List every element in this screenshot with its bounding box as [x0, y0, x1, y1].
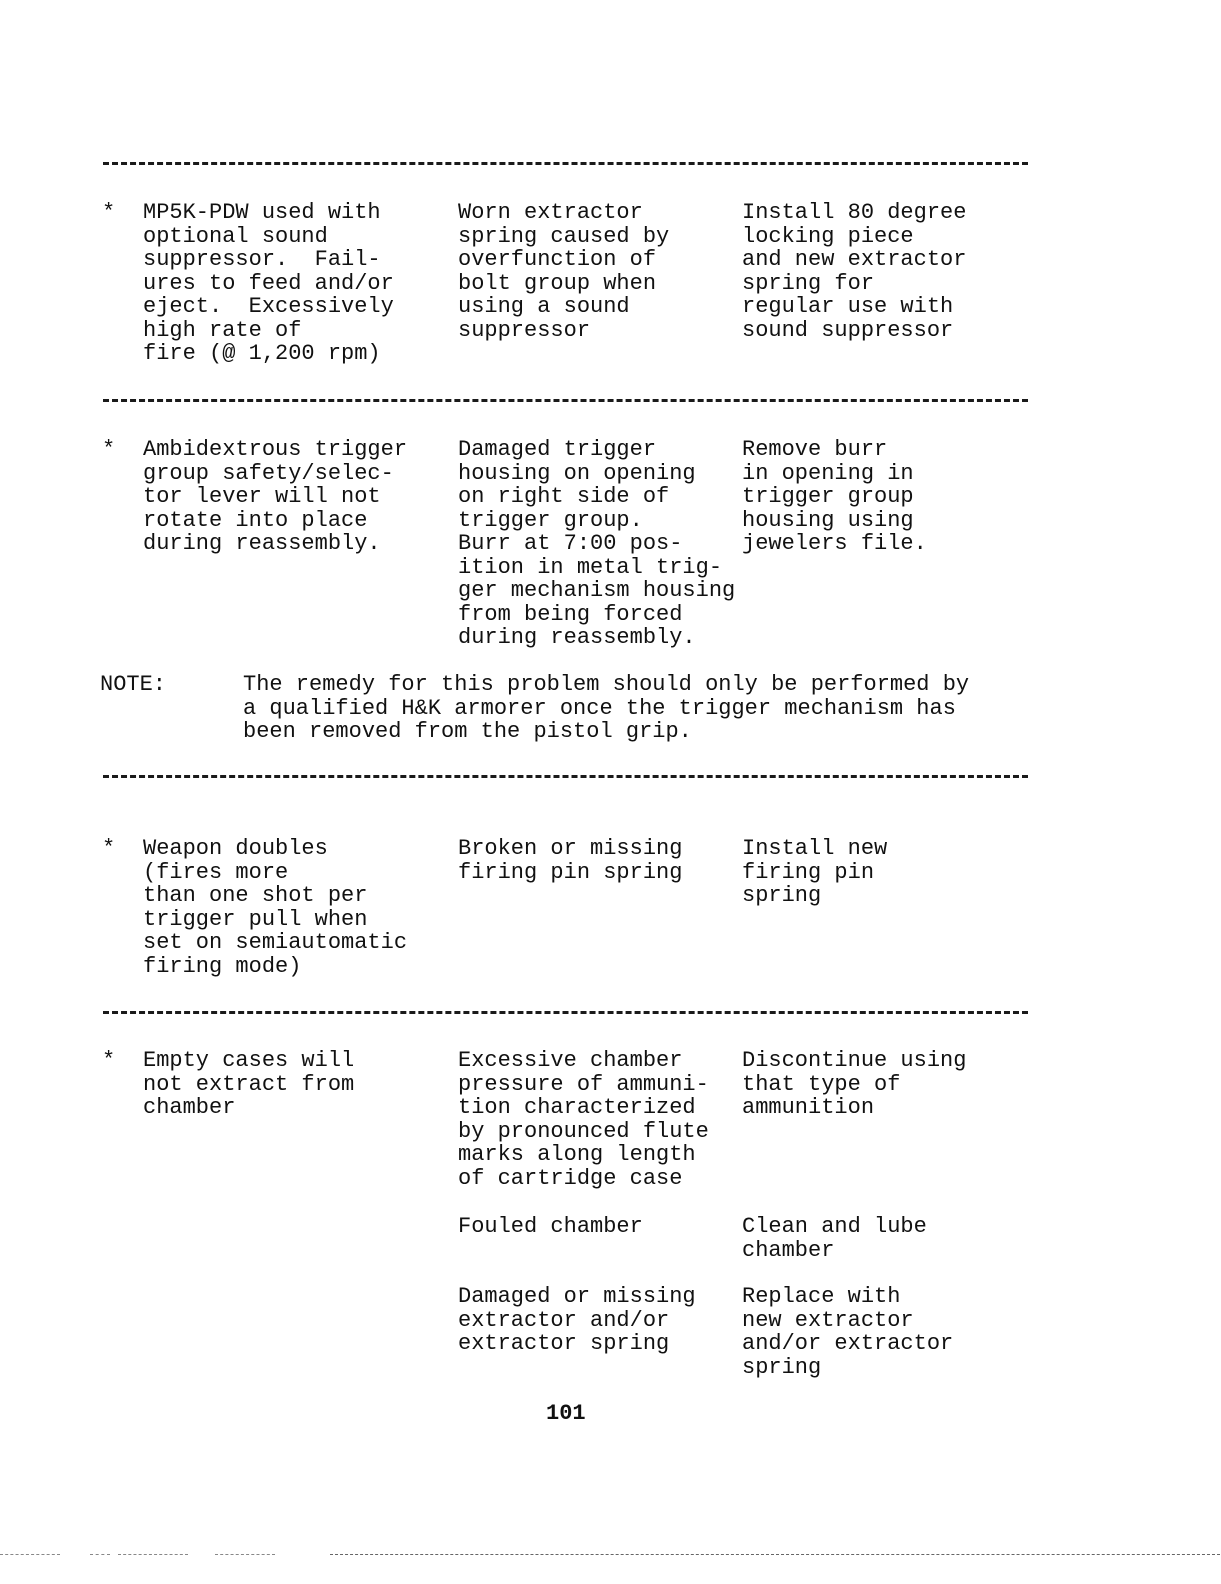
- scan-edge-artifact: [0, 1552, 1221, 1558]
- cause-text: Fouled chamber: [458, 1214, 643, 1239]
- separator-rule: [103, 162, 1028, 165]
- separator-rule: [103, 775, 1028, 778]
- problem-text: Empty cases will not extract from chamber: [143, 1048, 355, 1120]
- row-marker: *: [102, 200, 116, 225]
- row-marker: *: [102, 437, 116, 462]
- remedy-text: Remove burr in opening in trigger group housing using jewelers file.: [742, 437, 927, 556]
- cause-text: Damaged or missing extractor and/or extractor spring: [458, 1284, 696, 1356]
- note-text: The remedy for this problem should only be performed by a qualified H&K armorer once the trigger mechanism has been removed from the pistol grip.: [243, 672, 970, 744]
- problem-text: Weapon doubles (fires more than one shot per trigger pull when set on semiautomatic firing mode): [143, 836, 408, 979]
- problem-text: MP5K-PDW used with optional sound suppressor. Fail- ures to feed and/or eject. Excessively high rate of fire (@ 1,200 rpm): [143, 200, 394, 366]
- cause-text: Excessive chamber pressure of ammuni- tion characterized by pronounced flute marks along length of cartridge case: [458, 1048, 709, 1191]
- remedy-text: Install new firing pin spring: [742, 836, 888, 908]
- cause-text: Broken or missing firing pin spring: [458, 836, 683, 885]
- separator-rule: [103, 399, 1028, 402]
- page-number: 101: [546, 1401, 586, 1426]
- row-marker: *: [102, 1048, 116, 1073]
- remedy-text: Discontinue using that type of ammunition: [742, 1048, 967, 1120]
- problem-text: Ambidextrous trigger group safety/selec- tor lever will not rotate into place during reassembly.: [143, 437, 408, 556]
- row-marker: *: [102, 836, 116, 861]
- cause-text: Damaged trigger housing on opening on right side of trigger group. Burr at 7:00 pos- ition in metal trig- ger mechanism housing from being forced during reassembly.: [458, 437, 736, 650]
- remedy-text: Replace with new extractor and/or extractor spring: [742, 1284, 954, 1380]
- cause-text: Worn extractor spring caused by overfunction of bolt group when using a sound suppressor: [458, 200, 670, 343]
- separator-rule: [103, 1011, 1028, 1014]
- remedy-text: Install 80 degree locking piece and new extractor spring for regular use with sound suppressor: [742, 200, 967, 343]
- note-label: NOTE:: [100, 672, 167, 697]
- remedy-text: Clean and lube chamber: [742, 1214, 927, 1263]
